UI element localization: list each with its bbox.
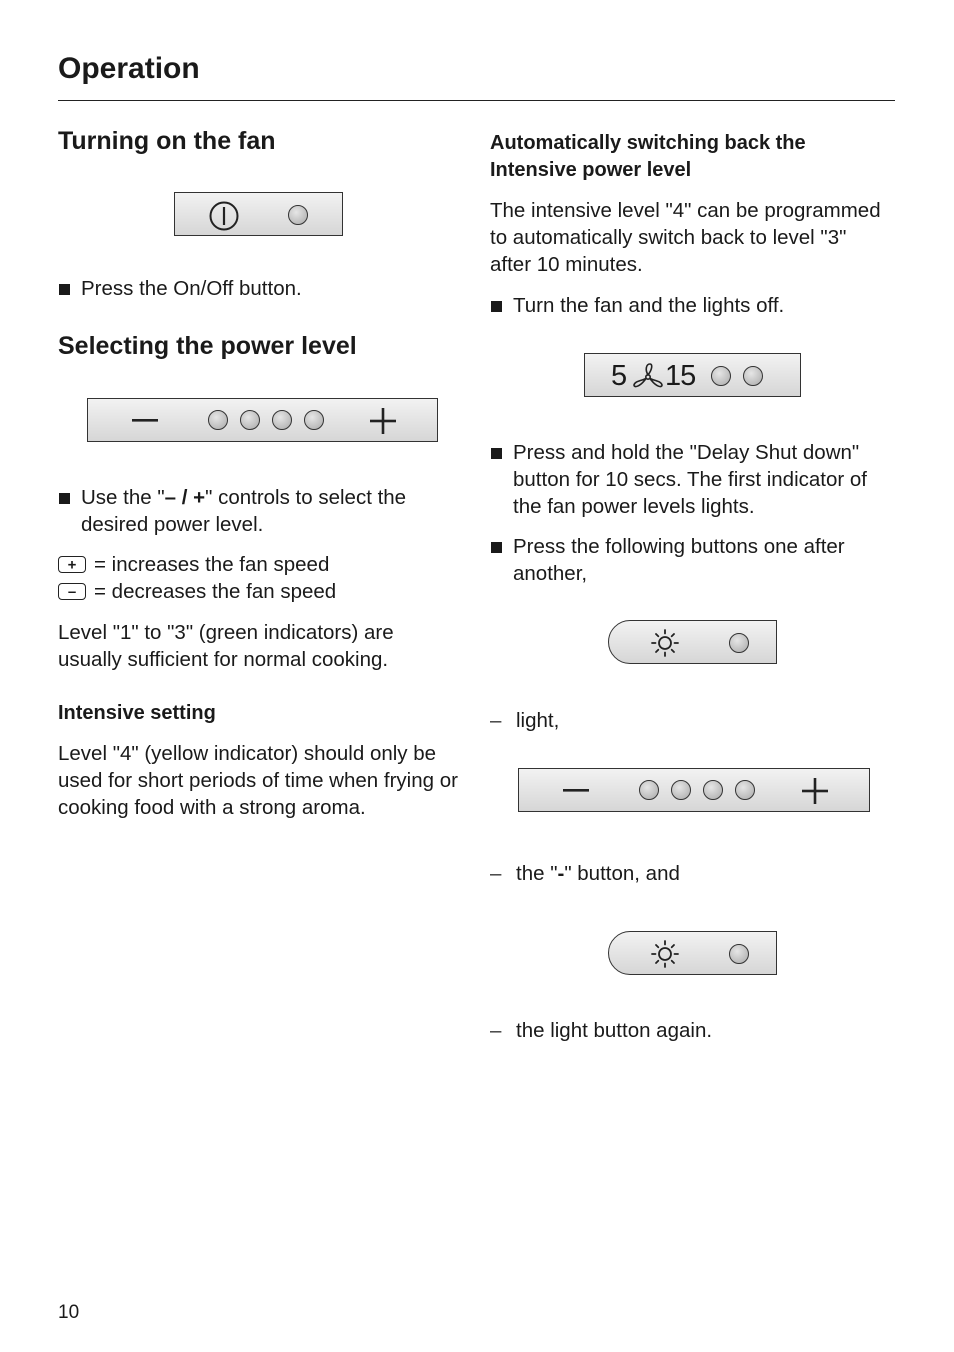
light-indicator <box>729 944 749 964</box>
delay-shutdown-panel <box>584 353 801 397</box>
level-indicator-2 <box>240 410 260 430</box>
indicator-led <box>288 205 308 225</box>
power-level-heading: Selecting the power level <box>58 332 357 360</box>
light-step: – light, <box>490 707 890 734</box>
minus-button-step: – the "-" button, and <box>490 860 890 887</box>
minus-icon <box>563 789 589 793</box>
turn-off-step: Turn the fan and the lights off. <box>490 292 895 319</box>
power-level-panel-2 <box>518 768 870 812</box>
plus-icon <box>370 408 396 434</box>
delay-indicator-1 <box>711 366 731 386</box>
level-indicator-1 <box>639 780 659 800</box>
plus-button-icon: + <box>58 556 86 573</box>
light-icon <box>649 627 681 659</box>
power-icon <box>208 200 240 232</box>
page-title: Operation <box>58 52 200 85</box>
title-divider <box>58 100 895 101</box>
fan-icon <box>631 362 665 390</box>
level-indicator-4 <box>735 780 755 800</box>
level-indicator-4 <box>304 410 324 430</box>
light-icon <box>649 938 681 970</box>
select-level-step: Use the "– / +" controls to select the desired power level. <box>58 484 458 538</box>
power-level-panel <box>87 398 438 442</box>
level-indicator-1 <box>208 410 228 430</box>
delay-right-digits: 15 <box>665 360 696 392</box>
intensive-heading: Intensive setting <box>58 702 216 724</box>
light-again-step: – the light button again. <box>490 1017 890 1044</box>
level-indicator-3 <box>703 780 723 800</box>
light-panel-1 <box>608 620 777 664</box>
press-hold-delay-step: Press and hold the "Delay Shut down" button for 10 secs. The first indicator of the fan power levels lights. <box>490 439 900 520</box>
increase-legend: + = increases the fan speed <box>58 551 329 578</box>
decrease-legend: – = decreases the fan speed <box>58 578 336 605</box>
delay-left-digit: 5 <box>611 360 628 392</box>
auto-switch-text: The intensive level "4" can be programmed to automatically switch back to level "3" after 10 minutes. <box>490 199 881 276</box>
normal-levels-text: Level "1" to "3" (green indicators) are usually sufficient for normal cooking. <box>58 621 394 671</box>
minus-icon <box>132 419 158 423</box>
intensive-text: Level "4" (yellow indicator) should only be used for short periods of time when frying or cooking food with a strong aroma. <box>58 742 458 819</box>
on-off-panel <box>174 192 343 236</box>
minus-button-icon: – <box>58 583 86 600</box>
light-panel-2 <box>608 931 777 975</box>
press-onoff-step: Press the On/Off button. <box>58 275 458 302</box>
level-indicator-3 <box>272 410 292 430</box>
light-indicator <box>729 633 749 653</box>
page-number: 10 <box>58 1302 80 1323</box>
plus-icon <box>802 778 828 804</box>
press-buttons-step: Press the following buttons one after another, <box>490 533 895 587</box>
delay-indicator-2 <box>743 366 763 386</box>
auto-switch-heading: Automatically switching back the Intensive power level <box>490 132 806 181</box>
turning-on-heading: Turning on the fan <box>58 127 276 155</box>
level-indicator-2 <box>671 780 691 800</box>
